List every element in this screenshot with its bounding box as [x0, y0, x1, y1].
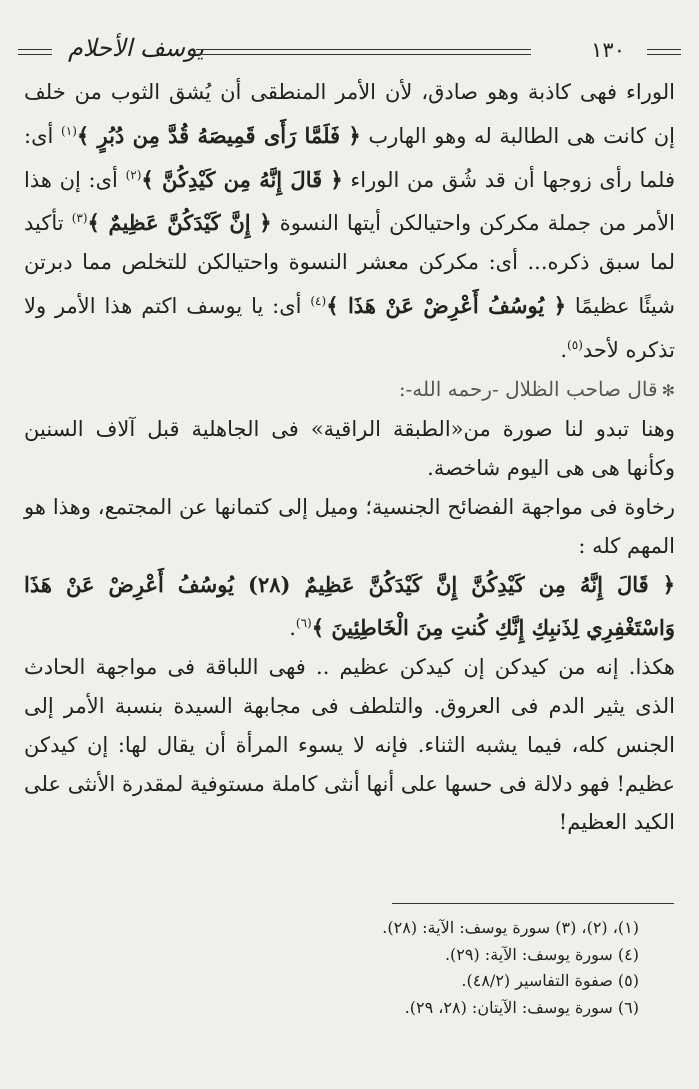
quran-quote: ﴿ فَلَمَّا رَأَى قَمِيصَهُ قُدَّ مِن دُبُرٍ ﴾: [76, 122, 361, 148]
paragraph-1: الوراء فهى كاذبة وهو صادق، لأن الأمر المنطقى أن يُشق الثوب من خلف إن كانت هى الطالبة له وهو الهارب ﴿ فَلَمَّا رَأَى قَمِيصَهُ قُدَّ مِن دُبُرٍ ﴾$^{(١)}$ أى: فلما رأى زوجها أن قد شُق من الوراء ﴿ قَالَ إِنَّهُ مِن كَيْدِكُنَّ ﴾$^{(٢)}$ أى: إن هذا الأمر من جملة مكركن واحتيالكن أيتها النسوة ﴿ إِنَّ كَيْدَكُنَّ عَظِيمٌ ﴾$^{(٣)}$ تأكيد لما سبق ذكره... أى: مكركن معشر النسوة واحتيالكن للتخلص مما دبرتن شيئًا عظيمًا ﴿ يُوسُفُ أَعْرِضْ عَنْ هَذَا ﴾$^{(٤)}$ أى: يا يوسف اكتم هذا الأمر ولا تذكره لأحد$^{(٥)}$.: [24, 80, 675, 362]
footnote-item: (١)، (٢)، (٣) سورة يوسف: الآية: (٢٨).: [382, 918, 639, 937]
verse-block: ﴿ قَالَ إِنَّهُ مِن كَيْدِكُنَّ إِنَّ كَيْدَكُنَّ عَظِيمٌ (٢٨) يُوسُفُ أَعْرِضْ عَنْ هَذَا وَاسْتَغْفِرِي لِذَنبِكِ إِنَّكِ كُنتِ مِنَ الْخَاطِئِينَ ﴾$^{(٦)}$.: [24, 571, 676, 641]
page-header: [18, 34, 681, 64]
footnote-ref: (٥): [567, 337, 583, 352]
footnote-ref: (٦): [295, 616, 312, 631]
footnote-item: (٤) سورة يوسف: الآية: (٢٩).: [444, 944, 639, 964]
section-heading: ✻قال صاحب الظلال -رحمه الله-:: [398, 376, 675, 401]
quran-quote: ﴿ يُوسُفُ أَعْرِضْ عَنْ هَذَا ﴾: [326, 292, 566, 318]
footnote-ref: (٣): [71, 211, 88, 226]
paragraph-4: هكذا. إنه من كيدكن إن كيدكن عظيم .. فهى اللباقة فى مواجهة الحادث الذى يثير الدم فى العروق. والتلطف فى مجابهة السيدة بنسبة الأمر إلى الجنس كله، فيما يشبه الثناء. فإنه لا يسوء المرأة أن يقال لها: إن كيدكن عظيم! فهو دلالة فى حسها على أنها أنثى كاملة مستوفية لمقدرة الأنثى على الكيد العظيم!: [24, 655, 675, 835]
header-rule-left: [18, 49, 52, 55]
footnote-item: (٦) سورة يوسف: الآيتان: (٢٨، ٢٩).: [404, 997, 639, 1017]
quran-verse: ﴿ قَالَ إِنَّهُ مِن كَيْدِكُنَّ إِنَّ كَيْدَكُنَّ عَظِيمٌ (٢٨) يُوسُفُ أَعْرِضْ عَنْ هَذَا وَاسْتَغْفِرِي لِذَنبِكِ إِنَّكِ كُنتِ مِنَ الْخَاطِئِينَ ﴾: [24, 571, 676, 641]
footnote-ref: (٤): [310, 293, 327, 308]
asterisk-icon: ✻: [661, 380, 675, 400]
quran-quote: ﴿ إِنَّ كَيْدَكُنَّ عَظِيمٌ ﴾: [87, 210, 272, 236]
footnote-ref: (١): [61, 123, 77, 138]
running-title: يوسف الأحلام: [68, 34, 205, 62]
main-text: [24, 73, 675, 842]
header-rule-middle: [196, 49, 531, 55]
header-rule-right: [647, 49, 681, 55]
quran-quote: ﴿ قَالَ إِنَّهُ مِن كَيْدِكُنَّ ﴾: [141, 166, 343, 192]
footnote-item: (٥) صفوة التفاسير (٤٨/٢).: [461, 971, 639, 990]
footnote-ref: (٢): [125, 167, 142, 182]
footnote-divider: [392, 903, 674, 904]
paragraph-2: وهنا تبدو لنا صورة من«الطبقة الراقية» فى الجاهلية قبل آلاف السنين وكأنها هى هى اليوم شاخصة.: [24, 417, 675, 481]
paragraph-3: رخاوة فى مواجهة الفضائح الجنسية؛ وميل إلى كتمانها عن المجتمع، وهذا هو المهم كله :: [24, 494, 675, 558]
footnotes: [24, 915, 639, 1021]
page-number: ١٣٠: [591, 38, 625, 62]
